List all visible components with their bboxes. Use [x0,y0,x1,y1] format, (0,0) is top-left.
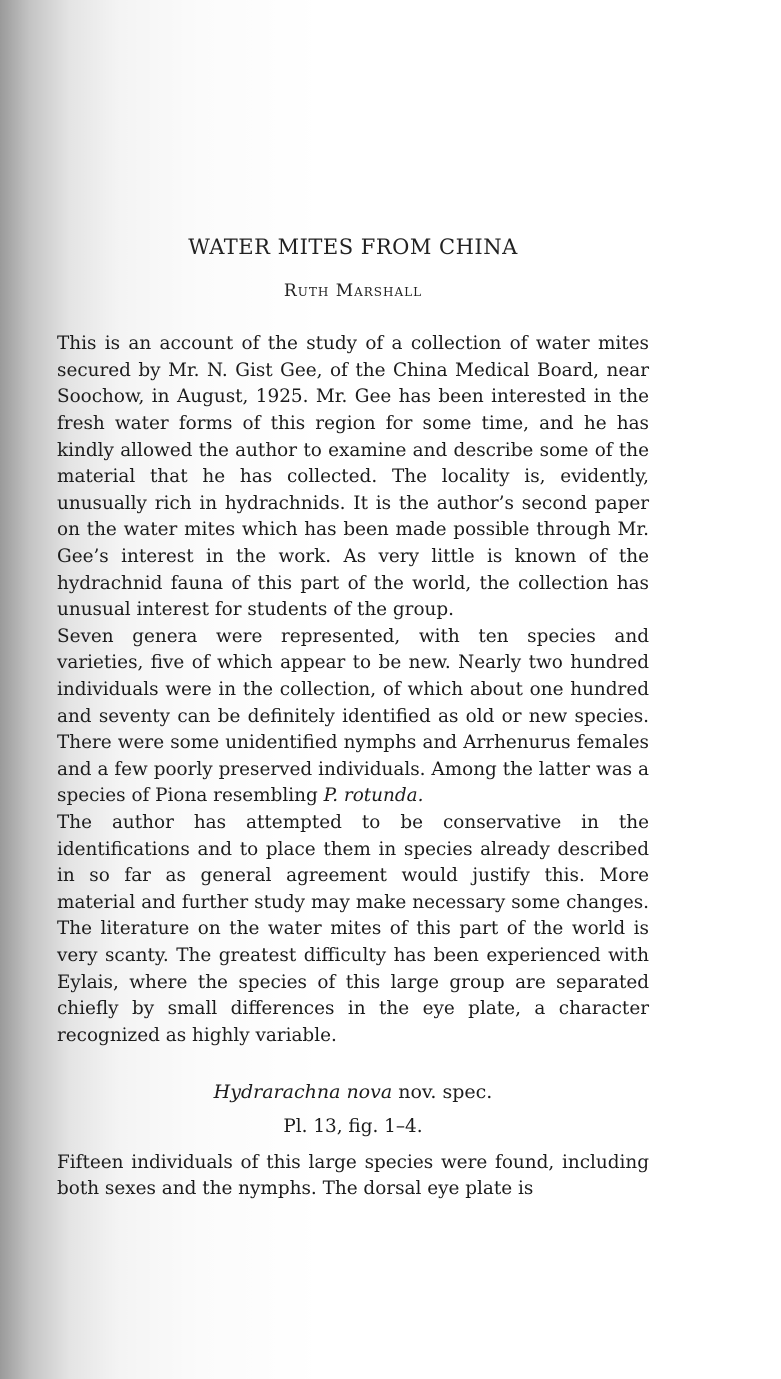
species-name: Hydrarachna nova [213,1081,393,1104]
species-description [57,1150,649,1203]
species-reference-italic: P. rotunda. [323,785,424,807]
species-suffix: nov. spec. [392,1081,493,1104]
paragraph-intro: This is an account of the study of a collection of water mites secured by Mr. N. Gist Gee, of the China Medical Board, near Soochow, in August, 1925. Mr. Gee has been interested in the fresh water forms of this region for some time, and he has kindly allowed the author to examine and describe some of the material that he has collected. The locality is, evidently, unusually rich in hydrachnids. It is the author’s second paper on the water mites which has been made possible through Mr. Gee’s interest in the work. As very little is known of the hydrachnid fauna of this part of the world, the collection has unusual interest for students of the group. [57,333,649,621]
species-heading [57,1079,649,1106]
article-body [57,331,649,1049]
paragraph-method: The author has attempted to be conservative in the identifications and to place them in species already described in so far as general agreement would justify this. More material and further study may make necessary some changes. The literature on the water mites of this part of the world is very scanty. The greatest difficulty has been experienced with Eylais, where the species of this large group are separated chiefly by small differences in the eye plate, a character recognized as highly variable. [57,811,649,1046]
article-author: Ruth Marshall [283,281,423,302]
paragraph-genera [57,624,649,810]
plate-reference: Pl. 13, fig. 1–4. [283,1115,423,1137]
article-title: WATER MITES FROM CHINA [188,235,518,259]
paragraph-description: Fifteen individuals of this large species were found, including both sexes and the nymphs. The dorsal eye plate is [57,1151,649,1200]
page [57,234,649,1203]
paragraph-genera-text: Seven genera were represented, with ten species and varieties, five of which appear to be new. Nearly two hundred individuals were in the collection, of which about one hundred and seventy can be definitely identified as old or new species. There were some unidentified nymphs and Arrhenurus females and a few poorly preserved individuals. Among the latter was a species of Piona resembling [57,625,649,807]
